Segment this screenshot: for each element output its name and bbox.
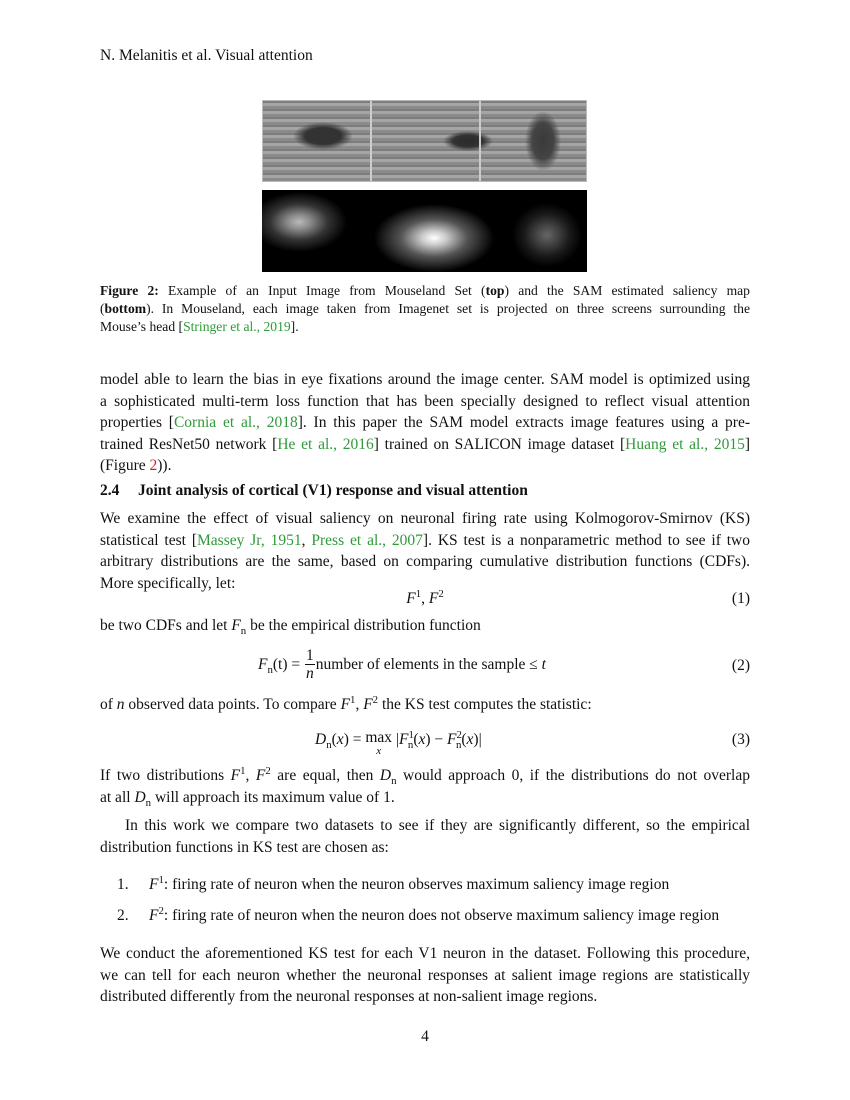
text-line bbox=[100, 965, 750, 987]
figure-caption bbox=[100, 282, 750, 336]
equation-body: $D_n(x) = \max$ x $|F^1_n(x) - F^2_n(x)|$ bbox=[315, 728, 482, 757]
equation-number: (2) bbox=[731, 657, 750, 674]
text-line bbox=[100, 694, 750, 716]
text: )). bbox=[157, 457, 172, 474]
list-item: 1. $F^1$: firing rate of neuron when the neuron observes maximum saliency image region bbox=[117, 874, 669, 896]
text: arbitrary distributions are the same, based on comparing cumulative distribution functions (CDFs). bbox=[100, 553, 750, 570]
eq-subscript: n bbox=[267, 663, 273, 676]
citation-link[interactable]: He et al., 2016 bbox=[277, 435, 374, 453]
equation-body: $F^1$, $F^2$ bbox=[406, 587, 444, 607]
math-symbol: $D_n$ bbox=[134, 788, 152, 809]
paragraph bbox=[100, 815, 750, 858]
equation-number: (1) bbox=[731, 590, 750, 607]
text-line bbox=[100, 434, 750, 456]
text: (Figure bbox=[100, 457, 150, 474]
math-symbol: $F^1$ bbox=[230, 764, 246, 784]
figure-input-image bbox=[262, 100, 587, 182]
text: ]. bbox=[290, 319, 299, 334]
figure-saliency-map bbox=[262, 190, 587, 272]
text: at all bbox=[100, 788, 135, 806]
text-line bbox=[100, 300, 750, 318]
text: properties [ bbox=[100, 414, 174, 431]
text: We examine the effect of visual saliency on neuronal firing rate using Kolmogorov-Smirnov (KS) bbox=[100, 510, 750, 527]
citation-link[interactable]: Stringer et al., 2019 bbox=[183, 319, 291, 334]
text: be two CDFs and let bbox=[100, 617, 232, 634]
denominator: n bbox=[306, 665, 314, 682]
text: be the empirical distribution function bbox=[246, 617, 481, 634]
text-line bbox=[100, 391, 750, 413]
text-line bbox=[100, 943, 750, 965]
text-line bbox=[100, 765, 750, 787]
paragraph bbox=[100, 369, 750, 477]
section-heading bbox=[100, 480, 528, 502]
math-symbol: n bbox=[116, 696, 125, 713]
text-line bbox=[100, 369, 750, 391]
text: , bbox=[245, 767, 256, 784]
paragraph bbox=[100, 615, 750, 637]
text: a sophisticated multi-term loss function that has been specially designed to reflect visual attention bbox=[100, 392, 750, 410]
math-symbol: 0 bbox=[511, 767, 520, 784]
list-text: : firing rate of neuron when the neuron does not observe maximum saliency image region bbox=[163, 907, 720, 924]
citation-link[interactable]: Cornia et al., 2018 bbox=[173, 414, 298, 431]
text: ) and the SAM estimated saliency map bbox=[504, 283, 750, 298]
math-symbol: $F^2$ bbox=[363, 693, 379, 713]
paragraph bbox=[100, 943, 750, 1008]
text: would approach bbox=[396, 767, 512, 784]
text: , if the distributions do not overlap bbox=[519, 767, 750, 784]
text: ( bbox=[100, 301, 105, 316]
max-subscript: x bbox=[376, 745, 382, 757]
text: we can tell for each neuron whether the neuronal responses at salient image regions are statistically bbox=[100, 966, 750, 984]
bold-text: top bbox=[485, 283, 505, 298]
fraction bbox=[305, 647, 315, 682]
text: More specifically, let: bbox=[100, 574, 236, 592]
text-line bbox=[100, 508, 750, 530]
text-line bbox=[100, 787, 750, 809]
bold-text: bottom bbox=[104, 301, 147, 316]
math-symbol: 1 bbox=[383, 788, 391, 806]
eq-arg: (t) = bbox=[272, 655, 301, 673]
citation-link[interactable]: Press et al., 2007 bbox=[311, 531, 423, 549]
citation-link[interactable]: Massey Jr, 1951 bbox=[197, 531, 302, 549]
equation-body bbox=[258, 647, 546, 682]
text: distribution functions in KS test are chosen as: bbox=[100, 838, 389, 856]
text: the KS test computes the statistic: bbox=[378, 696, 592, 713]
paragraph bbox=[100, 765, 750, 808]
math-symbol: $F^1$ bbox=[340, 693, 356, 713]
citation-link[interactable]: Huang et al., 2015 bbox=[625, 435, 745, 453]
list-text: : firing rate of neuron when the neuron observes maximum saliency image region bbox=[163, 876, 670, 893]
eq-var: t bbox=[541, 655, 546, 673]
text: ] bbox=[744, 435, 750, 453]
text: Example of an Input Image from Mouseland Set ( bbox=[158, 283, 486, 298]
text-line bbox=[100, 530, 750, 552]
text-line bbox=[100, 551, 750, 573]
paragraph bbox=[100, 508, 750, 594]
list-number: 2. bbox=[117, 907, 129, 924]
paragraph bbox=[100, 694, 750, 716]
text-line bbox=[100, 837, 750, 859]
text: are equal, then bbox=[270, 767, 380, 784]
text: ]. KS test is a nonparametric method to see if two bbox=[422, 531, 750, 549]
running-header: N. Melanitis et al. Visual attention bbox=[100, 47, 313, 64]
list-item: 2. $F^2$: firing rate of neuron when the neuron does not observe maximum saliency image region bbox=[117, 905, 719, 927]
text-line bbox=[100, 412, 750, 434]
text: model able to learn the bias in eye fixations around the image center. SAM model is optimized using bbox=[100, 371, 750, 388]
text: If two distributions bbox=[100, 767, 231, 784]
text: ] trained on SALICON image dataset [ bbox=[373, 435, 626, 453]
text: Mouse’s head [ bbox=[100, 319, 184, 334]
text-line bbox=[100, 615, 750, 637]
text-line bbox=[100, 318, 750, 336]
text: ). In Mouseland, each image taken from Imagenet set is projected on three screens surrounding the bbox=[146, 301, 750, 316]
text: . bbox=[390, 788, 395, 806]
numerator: 1 bbox=[306, 647, 314, 664]
text: statistical test [ bbox=[100, 531, 198, 549]
eq-text: number of elements in the sample ≤ bbox=[315, 655, 542, 673]
text: distributed differently from the neuronal responses at non-salient image regions. bbox=[100, 988, 598, 1005]
equation-number: (3) bbox=[731, 731, 750, 748]
equation-3 bbox=[100, 729, 750, 765]
text: will approach its maximum value of bbox=[151, 788, 384, 806]
text-line bbox=[100, 986, 750, 1008]
page-number: 4 bbox=[421, 1028, 429, 1045]
text-line bbox=[100, 815, 750, 837]
text: trained ResNet50 network [ bbox=[100, 435, 278, 453]
math-symbol: $F_n$ bbox=[231, 617, 247, 638]
text: , bbox=[355, 696, 364, 713]
figure-reference-link[interactable]: 2 bbox=[149, 457, 158, 474]
equation-2 bbox=[100, 647, 750, 687]
text: observed data points. To compare bbox=[124, 696, 341, 713]
bold-text: Figure 2: bbox=[100, 283, 159, 298]
text-line bbox=[100, 455, 750, 477]
text: In this work we compare two datasets to see if they are significantly different, so the empirical bbox=[125, 817, 750, 834]
text: of bbox=[100, 696, 117, 713]
eq-symbol: F bbox=[258, 655, 268, 673]
text: We conduct the aforementioned KS test for each V1 neuron in the dataset. Following this procedure, bbox=[100, 945, 750, 962]
text: ]. In this paper the SAM model extracts image features using a pre- bbox=[297, 414, 751, 431]
equation-1 bbox=[100, 588, 750, 610]
text-line bbox=[100, 282, 750, 300]
section-title: Joint analysis of cortical (V1) response and visual attention bbox=[138, 482, 528, 499]
list-number: 1. bbox=[117, 876, 129, 893]
max-operator: max bbox=[365, 729, 393, 746]
section-number: 2.4 bbox=[100, 482, 120, 499]
math-symbol: $D_n$ bbox=[379, 767, 397, 788]
math-symbol: $F^2$ bbox=[255, 764, 271, 784]
text: , bbox=[301, 531, 312, 549]
